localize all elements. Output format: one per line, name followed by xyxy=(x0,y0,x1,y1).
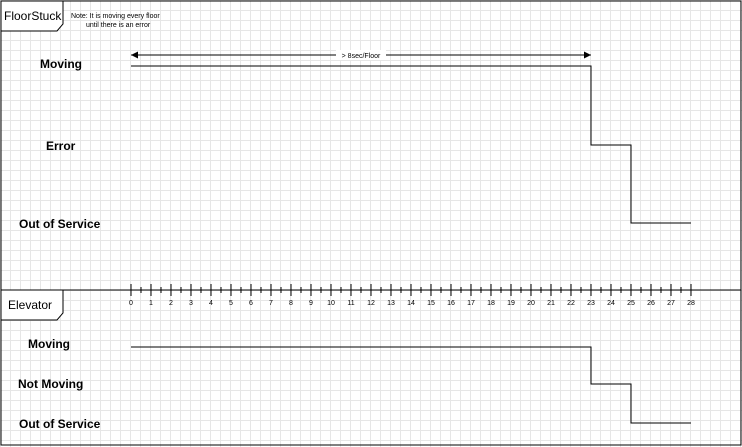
tick-label-8: 8 xyxy=(289,300,293,307)
tick-label-27: 27 xyxy=(667,300,675,307)
tick-label-17: 17 xyxy=(467,300,475,307)
lane-elevator-title: Elevator xyxy=(8,298,53,312)
tick-label-22: 22 xyxy=(567,300,575,307)
dimension-label: > 8sec/Floor xyxy=(341,53,381,60)
tick-label-18: 18 xyxy=(487,300,495,307)
tick-label-24: 24 xyxy=(607,300,615,307)
timeline-ruler xyxy=(129,284,695,307)
lane-elevator-border xyxy=(1,290,741,445)
tick-label-14: 14 xyxy=(407,300,415,307)
state-label-error: Error xyxy=(46,139,76,153)
tick-label-5: 5 xyxy=(229,300,233,307)
tick-label-15: 15 xyxy=(427,300,435,307)
tick-label-0: 0 xyxy=(129,300,133,307)
tick-label-20: 20 xyxy=(527,300,535,307)
lane-floorstuck xyxy=(1,1,741,290)
note-line-1: Note: It is moving every floor xyxy=(71,13,160,20)
tick-label-2: 2 xyxy=(169,300,173,307)
lane-floorstuck-title: FloorStuck xyxy=(4,9,62,23)
tick-label-23: 23 xyxy=(587,300,595,307)
state-label-out-of-service: Out of Service xyxy=(19,417,101,431)
arrow-left-head xyxy=(131,52,138,59)
tick-label-25: 25 xyxy=(627,300,635,307)
tick-label-3: 3 xyxy=(189,300,193,307)
elevator-waveform xyxy=(131,347,691,423)
state-label-not-moving: Not Moving xyxy=(18,377,84,391)
dimension-arrow xyxy=(131,50,591,60)
note-line-2: until there is an error xyxy=(86,22,151,29)
state-label-out-of-service: Out of Service xyxy=(19,217,101,231)
tick-label-11: 11 xyxy=(347,300,355,307)
tick-label-13: 13 xyxy=(387,300,395,307)
tick-label-16: 16 xyxy=(447,300,455,307)
tick-label-9: 9 xyxy=(309,300,313,307)
tick-label-12: 12 xyxy=(367,300,375,307)
tick-label-10: 10 xyxy=(327,300,335,307)
tick-label-28: 28 xyxy=(687,300,695,307)
tick-label-19: 19 xyxy=(507,300,515,307)
floorstuck-waveform xyxy=(131,66,691,223)
tick-label-21: 21 xyxy=(547,300,555,307)
arrow-right-head xyxy=(584,52,591,59)
state-label-moving: Moving xyxy=(40,57,82,71)
tick-label-4: 4 xyxy=(209,300,213,307)
tick-label-26: 26 xyxy=(647,300,655,307)
tick-label-7: 7 xyxy=(269,300,273,307)
lane-elevator xyxy=(1,290,741,445)
state-label-moving: Moving xyxy=(28,337,70,351)
tick-label-6: 6 xyxy=(249,300,253,307)
tick-label-1: 1 xyxy=(149,300,153,307)
